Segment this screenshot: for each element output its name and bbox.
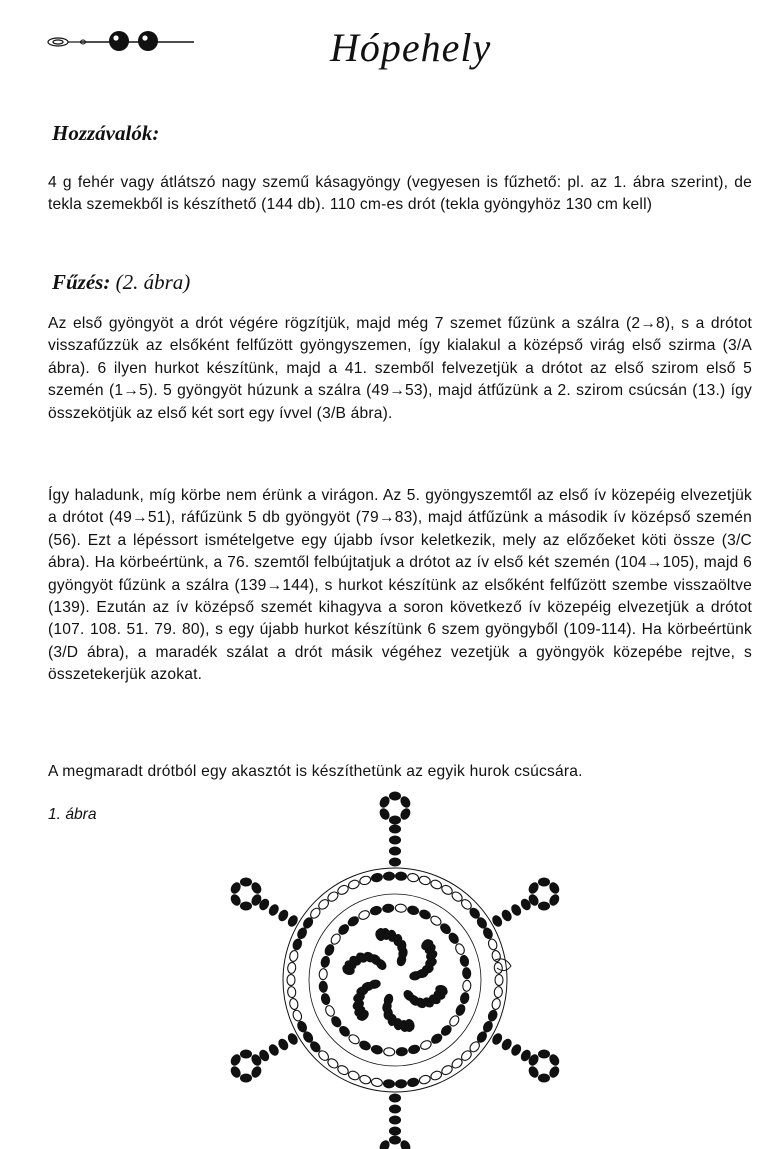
page-title: Hópehely: [330, 25, 492, 70]
bead-clear: [462, 980, 471, 992]
bead-dark: [330, 1015, 343, 1029]
bead-dark: [407, 905, 420, 916]
bead-dark: [390, 792, 401, 800]
bead-dark: [527, 881, 539, 895]
bead-dark: [500, 909, 512, 923]
bead-clear: [292, 1009, 303, 1022]
bead-clear: [407, 873, 419, 883]
bead-dark: [548, 1065, 560, 1079]
bead-dark: [378, 795, 390, 809]
instruction-paragraph: Az első gyöngyöt a drót végére rögzítjük, majd még 7 szemet fűzünk a szálra (2→8), s a drótot visszafűzzük az elsőként felfűzött gyöngyszemen, így kialakul a középső virág első szirma (3/A ábra). 6 ilyen hurkot készítünk, majd a 41. szemből felvezetjük a drótot az első szirom első 5 szemén (1→5). 5 gyöngyöt húzunk a szálra (49→53), majd átfűzünk a 2. szirom csúcsán (13.) így összekötjük az első két sort egy ívvel (3/B ábra).: [48, 315, 752, 422]
bead-dark: [390, 816, 401, 824]
bead-dark: [459, 992, 470, 1005]
bead-clear: [418, 875, 431, 886]
wire-ring: [309, 894, 481, 1066]
bead-dark: [268, 1043, 280, 1057]
bead-dark: [383, 872, 394, 881]
bead-dark: [378, 1139, 390, 1149]
bead-dark: [250, 1065, 262, 1079]
bead-dark: [319, 981, 328, 993]
bead-clear: [319, 968, 328, 980]
bead-dark: [370, 905, 383, 916]
wire-ring: [283, 868, 507, 1092]
bead-clear: [287, 986, 296, 998]
bead-clear: [347, 879, 360, 891]
bead-clear: [324, 1004, 336, 1017]
bead-clear: [418, 1074, 431, 1085]
bead-dark: [320, 956, 331, 969]
bead-dark: [229, 1053, 241, 1067]
bead-dark: [459, 955, 470, 968]
bead-dark: [539, 1074, 550, 1082]
bead-dark: [390, 847, 401, 855]
bead-clear: [357, 909, 370, 921]
bead-dark: [229, 893, 241, 907]
bead-dark: [382, 904, 394, 913]
bead-dark: [510, 903, 522, 917]
bead-dark: [324, 943, 336, 956]
bead-clear: [287, 975, 295, 986]
bead-dark: [241, 1074, 252, 1082]
bead-clear: [371, 1078, 383, 1088]
bead-dark: [487, 1009, 498, 1022]
threading-heading-label: Fűzés:: [52, 270, 111, 294]
bead-dark: [408, 1044, 421, 1055]
bead-dark: [390, 1105, 401, 1113]
ingredients-heading: Hozzávalók:: [52, 121, 160, 145]
bead-dark: [390, 825, 401, 833]
bead-dark: [462, 967, 471, 979]
bead-clear: [383, 1047, 395, 1056]
bead-dark: [390, 1136, 401, 1144]
bead-dark: [390, 836, 401, 844]
bead-dark: [548, 881, 560, 895]
bead-clear: [454, 942, 466, 955]
bead-dark: [371, 873, 383, 883]
bead-dark: [378, 807, 390, 821]
bead-dark: [390, 1116, 401, 1124]
bead-clear: [289, 950, 299, 963]
bead-ornament-icon: [44, 26, 194, 58]
instruction-paragraph: Így haladunk, míg körbe nem érünk a virágon. Az 5. gyöngyszemtől az első ív közepéig elvezetjük a drótot (49→51), ráfűzünk 5 db gyöngyöt (79→83), majd átfűzünk a második ív középső szemén (56). Ezt a lépéssort ismételgetve egy újabb ívsor keletkezik, mely az előzőeket köti össze (3/C ábra). Ha körbeértünk, a 76. szemtől felbújtatjuk a drótot az ív első két szemén (104→105), majd 6 gyöngyöt fűzünk a szálra (139→144), s hurkot készítünk az elsőként felfűzött szembe visszaöltve (139). Ezután az ív középső szemét kihagyva a soron következő ív közepéig elvezetjük a drótot (107. 108. 51. 79. 80), s egy újabb hurkot készítünk 6 szem gyöngyből (109-114). Ha körbeértünk (3/D ábra), a maradék szálat a drót másik végéhez vezetjük a gyöngyök közepébe rejtve, s összetekerjük azokat.: [48, 487, 752, 684]
bead-dark: [430, 1032, 444, 1045]
bead-clear: [487, 938, 498, 951]
bead-dark: [241, 878, 252, 886]
bead-dark: [399, 795, 411, 809]
bead-clear: [430, 879, 443, 891]
bead-clear: [495, 975, 503, 986]
bead-dark: [396, 1047, 408, 1056]
bead-dark: [548, 1053, 560, 1067]
bead-dark: [447, 931, 460, 945]
bead-dark: [455, 1003, 467, 1016]
bead-dark: [390, 1094, 401, 1102]
instruction-paragraph: A megmaradt drótból egy akasztót is készíthetünk az egyik hurok csúcsára.: [48, 763, 583, 780]
bead-dark: [395, 872, 406, 881]
bead-dark: [241, 902, 252, 910]
bead-dark: [482, 1020, 494, 1033]
bead-dark: [268, 903, 280, 917]
bead-clear: [347, 1070, 360, 1082]
bead-dark: [241, 1050, 252, 1058]
bead-dark: [277, 909, 289, 923]
bead-dark: [527, 1065, 539, 1079]
bead-dark: [539, 1050, 550, 1058]
bead-clear: [419, 1039, 432, 1051]
bead-clear: [430, 1070, 443, 1082]
bead-clear: [289, 998, 299, 1011]
bead-clear: [494, 962, 503, 974]
bead-clear: [494, 986, 503, 998]
bead-dark: [539, 902, 550, 910]
threading-heading: [52, 270, 190, 295]
bead-dark: [500, 1038, 512, 1052]
bead-dark: [383, 1079, 394, 1088]
bead-clear: [491, 950, 501, 963]
bead-dark: [296, 1020, 308, 1033]
beaded-snowflake-diagram: [225, 780, 565, 1149]
bead-dark: [510, 1043, 522, 1057]
bead-dark: [399, 807, 411, 821]
bead-clear: [359, 875, 372, 886]
bead-dark: [358, 1040, 371, 1052]
bead-dark: [320, 993, 331, 1006]
figure-label: 1. ábra: [48, 806, 97, 823]
bead-dark: [539, 878, 550, 886]
bead-dark: [390, 858, 401, 866]
bead-clear: [359, 1074, 372, 1085]
bead-dark: [277, 1038, 289, 1052]
bead-clear: [395, 904, 407, 913]
bead-dark: [296, 927, 308, 940]
bead-dark: [482, 927, 494, 940]
bead-dark: [229, 881, 241, 895]
ingredients-text: 4 g fehér vagy átlátszó nagy szemű kásagyöngy (vegyesen is fűzhető: pl. az 1. ábra szerint), de tekla szemekből is készíthető (144 db). 110 cm-es drót (tekla gyöngyhöz 130 cm kell): [48, 174, 752, 214]
bead-clear: [491, 998, 501, 1011]
bead-dark: [229, 1065, 241, 1079]
threading-heading-note: (2. ábra): [115, 270, 191, 294]
bead-dark: [395, 1079, 406, 1088]
bead-clear: [287, 962, 296, 974]
bead-dark: [548, 893, 560, 907]
bead-dark: [390, 1127, 401, 1135]
bead-dark: [399, 1139, 411, 1149]
bead-dark: [292, 938, 303, 951]
bead-dark: [346, 915, 360, 928]
bead-dark: [250, 881, 262, 895]
bead-dark: [371, 1044, 384, 1055]
bead-dark: [418, 909, 431, 921]
bead-dark: [407, 1078, 419, 1088]
